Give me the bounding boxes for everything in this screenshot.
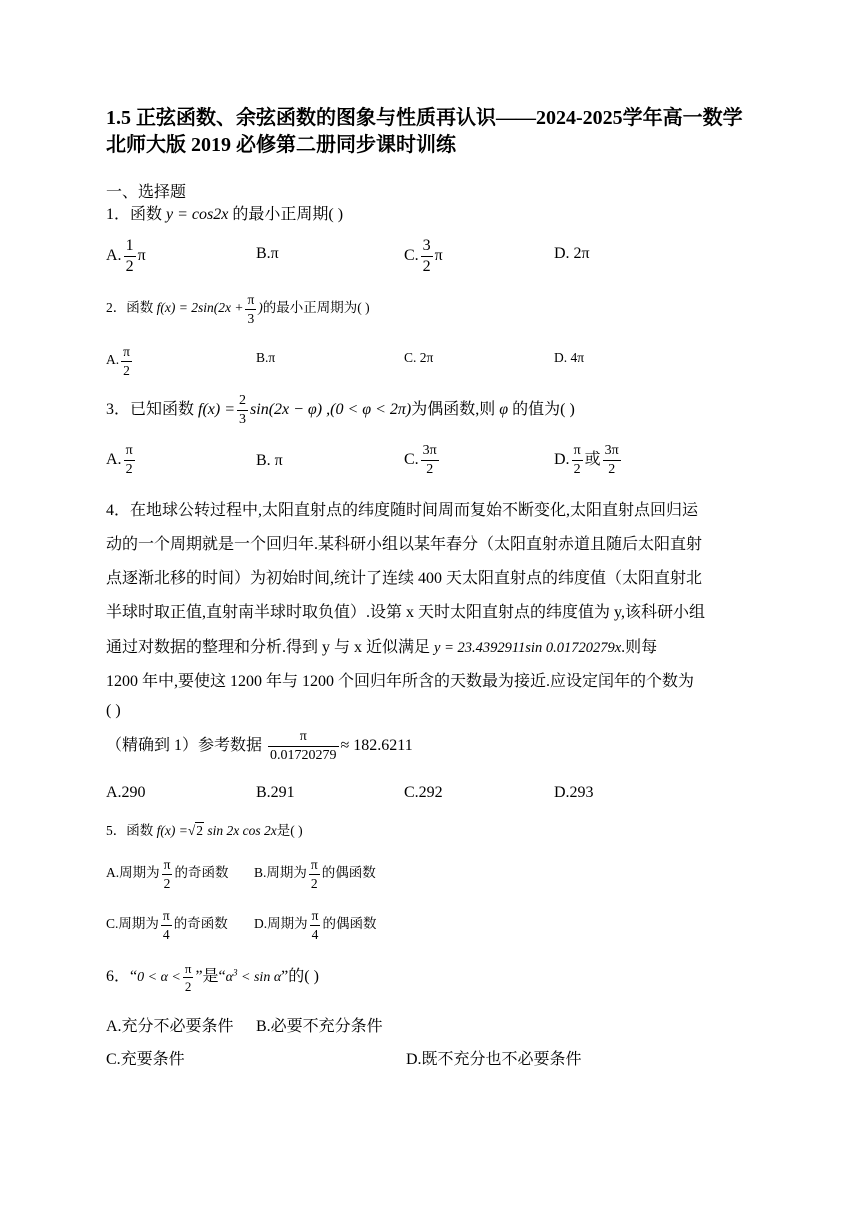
option-text: A.周期为 [106,865,160,881]
question-text: 已知函数 [130,401,195,419]
question-text: 为偶函数,则 [411,401,496,419]
fraction-numerator: π [124,444,135,461]
option-text: C.周期为 [106,916,159,932]
question-text: 函数 [126,300,154,316]
fraction-denominator: 0.01720279 [270,748,337,763]
q3-option-c [404,444,441,477]
question-text: 是( ) [276,823,303,838]
option-text: 的奇函数 [173,916,228,932]
math-expression: f(x) = [198,401,236,419]
fraction-denominator: 2 [163,875,171,891]
option-label: D. [554,451,570,469]
pi-symbol: π [434,247,443,265]
q2-option-b: B.π [256,350,276,365]
math-expression: ) [258,300,263,316]
fraction-denominator: 2 [184,979,192,994]
option-label: A. [106,352,120,368]
question-text: .则每 [621,639,658,656]
sqrt-symbol: √ [187,823,196,838]
fraction [603,444,621,477]
q3-option-d [554,444,623,477]
question-5 [106,819,303,839]
question-number: 1． [106,206,131,223]
fraction-numerator: 3π [421,444,439,461]
q4-option-b: B.291 [256,784,295,801]
doc-title-line-1: 1.5 正弦函数、余弦函数的图象与性质再认识——2024-2025学年高一数学 [106,107,743,129]
sqrt-radicand: 2 [196,823,204,838]
option-label: A. [106,247,122,265]
question-text: 函数 [126,823,154,838]
math-expression [225,967,282,986]
q5-option-a [106,858,228,890]
q2-option-d: D. 4π [554,350,585,365]
math-expression: 0 < α < [137,970,181,986]
option-connector: 或 [584,451,601,469]
question-4-line-1 [106,497,698,520]
math-expression: sin 2x cos 2x [207,823,277,838]
fraction [124,444,135,477]
q6-option-d: D.既不充分也不必要条件 [406,1051,582,1068]
option-text: 的奇函数 [174,865,229,881]
question-text: （精确到 1）参考数据 [106,737,263,755]
section-heading: 一、选择题 [106,184,187,201]
fraction-numerator: π [268,730,339,747]
question-4-line-2: 动的一个周期就是一个回归年.某科研小组以某年春分（太阳直射赤道且随后太阳直射 [106,536,703,553]
math-expression: f(x) = [156,823,188,838]
math-expression: sin(2x − φ) , [250,401,331,419]
fraction-denominator: 2 [422,258,431,275]
fraction [161,909,172,941]
question-4-line-6: 1200 年中,要使这 1200 年与 1200 个回归年所含的天数最为接近.应设定闰年的个数为 [106,673,695,690]
option-label: A. [106,451,122,469]
option-text: 的偶函数 [322,916,377,932]
math-expression-rest: < sin α [237,970,282,986]
question-text: 在地球公转过程中,太阳直射点的纬度随时间周而复始不断变化,太阳直射点回归运 [130,502,699,519]
fraction-numerator: π [161,909,172,926]
q6-option-c: C.充要条件 [106,1051,185,1068]
question-number: 2． [106,300,127,316]
fraction-denominator: 4 [311,926,319,942]
q2-option-a [106,345,134,377]
q4-option-a: A.290 [106,784,146,801]
fraction [421,444,439,477]
question-6 [106,962,319,993]
fraction [309,858,320,890]
math-expression: f(x) = 2sin(2x + [156,300,244,316]
fraction-numerator: π [310,909,321,926]
fraction [572,444,583,477]
fraction-denominator: 2 [310,875,318,891]
fraction-numerator: π [245,293,256,310]
q5-option-d [254,909,376,941]
fraction-denominator: 2 [123,362,130,378]
math-expression: y = cos2x [166,206,229,223]
q4-option-c: C.292 [404,784,443,801]
fraction-numerator: π [309,858,320,875]
question-number: 5． [106,823,127,838]
fraction [245,293,256,325]
q2-option-c: C. 2π [404,350,434,365]
fraction [421,238,433,275]
q1-option-b: B.π [256,245,279,262]
fraction-numerator: 3 [421,238,433,257]
fraction [124,238,136,275]
fraction-numerator: π [121,345,132,362]
option-label: C. [404,451,419,469]
math-condition: (0 < φ < 2π) [330,401,412,419]
fraction-denominator: 2 [426,462,434,477]
fraction-denominator: 3 [247,310,255,326]
fraction-numerator: 1 [124,238,136,257]
fraction-numerator: 2 [237,394,248,411]
fraction [183,962,194,993]
fraction [237,394,248,427]
q5-option-c [106,909,228,941]
question-text: 的最小正周期( ) [232,206,344,223]
fraction-numerator: π [184,961,192,976]
question-number: 4． [106,502,131,519]
question-4-line-5 [106,634,657,657]
fraction [121,345,132,377]
question-4-line-7: ( ) [106,702,121,719]
q6-option-a: A.充分不必要条件 [106,1018,234,1035]
fraction-numerator: π [572,444,583,461]
fraction-denominator: 2 [125,258,134,275]
q3-option-a [106,444,137,477]
question-text: ”是“ [195,968,226,986]
math-variable: φ [499,401,509,419]
fraction-denominator: 2 [125,462,133,477]
fraction-numerator: 3π [603,444,621,461]
question-2 [106,293,370,325]
q5-option-b [254,858,376,890]
question-number: 6． [106,968,131,986]
question-text: 函数 [130,206,163,223]
quote-mark: “ [130,968,138,986]
math-exponent: 3 [233,967,238,978]
math-variable: α [225,970,234,986]
question-text: 的最小正周期为( ) [262,300,370,316]
question-4-line-3: 点逐渐北移的时间）为初始时间,统计了连续 400 天太阳直射点的纬度值（太阳直射北 [106,570,703,587]
fraction [310,909,321,941]
fraction-denominator: 2 [608,462,616,477]
fraction [162,858,173,890]
question-3 [106,394,575,427]
fraction-denominator: 4 [162,926,170,942]
doc-title-line-2: 北师大版 2019 必修第二册同步课时训练 [106,134,456,156]
option-text: 的偶函数 [321,865,376,881]
q1-option-a [106,238,146,275]
fraction-denominator: 3 [239,412,247,427]
fraction-numerator: π [162,858,173,875]
option-text: D.周期为 [254,916,308,932]
q4-option-d: D.293 [554,784,594,801]
option-text: B.周期为 [254,865,307,881]
pi-symbol: π [137,247,146,265]
q3-option-b: B. π [256,452,283,469]
q6-option-b: B.必要不充分条件 [256,1018,383,1035]
question-number: 3． [106,401,131,419]
question-text: 的值为( ) [512,401,575,419]
math-expression: y = 23.4392911sin 0.01720279x [434,640,622,656]
question-4-reference [106,730,413,763]
option-label: C. [404,247,419,265]
question-text: ”的( ) [281,968,319,986]
fraction [268,730,339,763]
q1-option-c [404,238,443,275]
fraction-denominator: 2 [573,462,581,477]
q1-option-d: D. 2π [554,245,590,262]
question-4-line-4: 半球时取正值,直射南半球时取负值）.设第 x 天时太阳直射点的纬度值为 y,该科研小组 [106,604,705,621]
question-text: 通过对数据的整理和分析.得到 y 与 x 近似满足 [106,639,431,656]
question-1 [106,201,343,224]
math-expression: ≈ 182.6211 [340,737,413,755]
